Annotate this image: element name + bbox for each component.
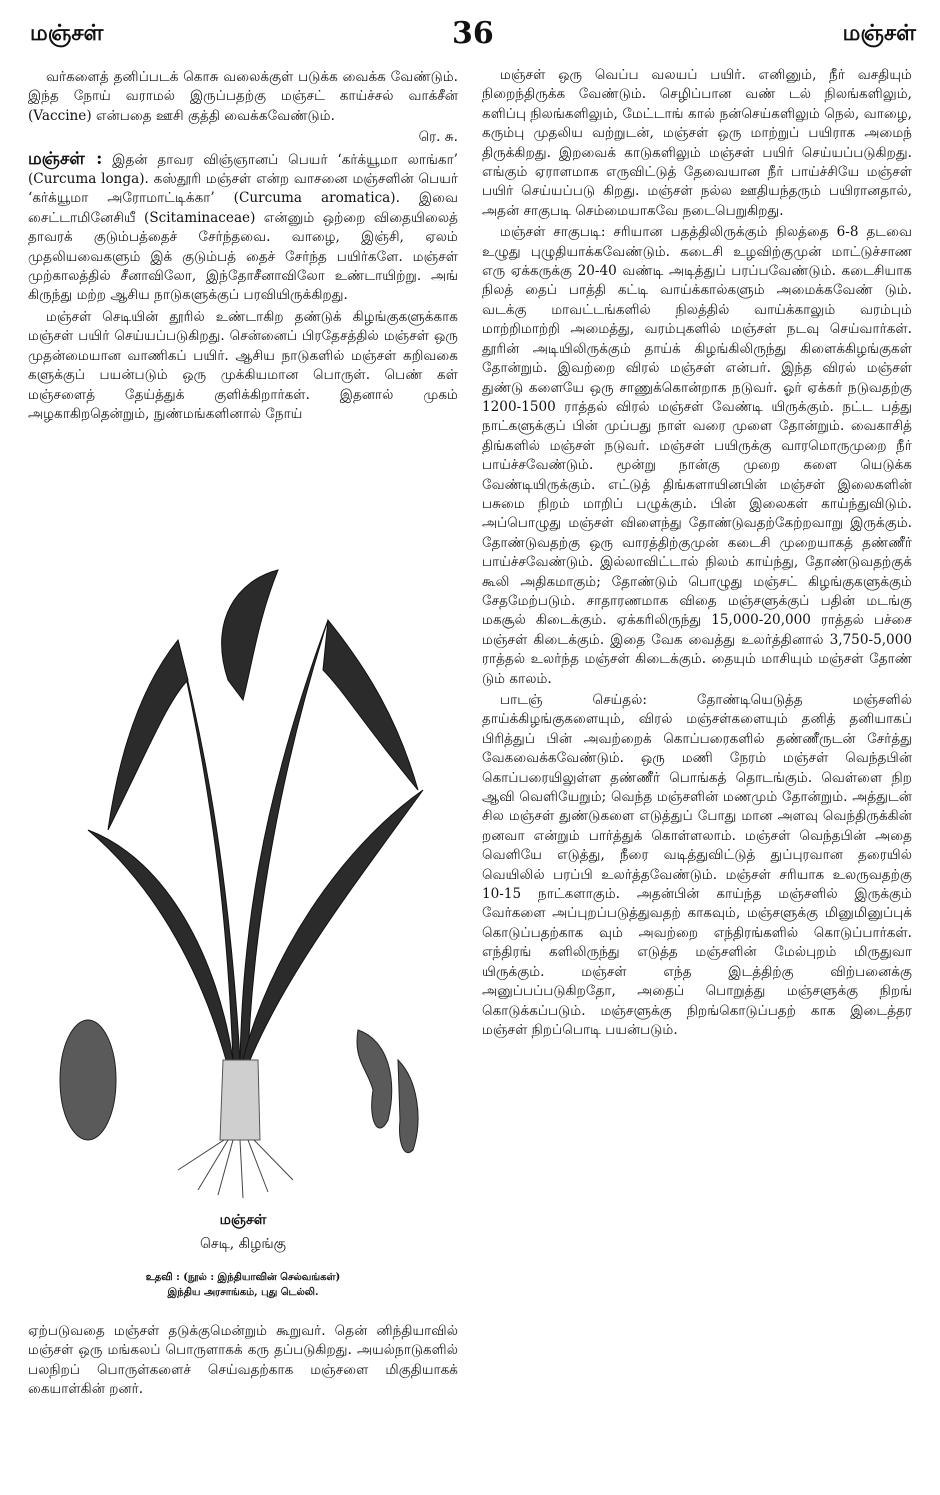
right-column — [482, 66, 912, 1042]
author-signature: ரெ. சு. — [418, 129, 458, 146]
figure-caption-subtitle: செடி, கிழங்கு — [199, 1236, 287, 1252]
left-column — [28, 68, 458, 426]
left-paragraph-1: வர்களைத் தனிப்படக் கொசு வலைக்குள் படுக்க வைக்க வேண்டும். இந்த நோய் வராமல் இருப்பதற்கு மஞ்சட் காய்ச்சல் வாக்சீன் (Vaccine) என்பதை ஊசி குத்தி வைக்கவேண்டும். — [28, 69, 458, 124]
left-bottom-column — [28, 1322, 458, 1400]
figure-credit — [28, 1270, 458, 1300]
page-number: 36 — [452, 16, 494, 51]
running-header-right: மஞ்சள் — [842, 20, 916, 46]
turmeric-illustration — [28, 560, 458, 1200]
entry-paragraph — [28, 150, 458, 306]
right-paragraph-1: மஞ்சள் ஒரு வெப்ப வலயப் பயிர். எனினும், நீர் வசதியும் நிறைந்திருக்க வேண்டும். செழிப்பான வண் டல் நிலங்களிலும், களிப்பு நிலங்களிலும், மேட்டாங் கால் நன்செய்களிலும் நெல், வாழை, கரும்பு முதலிய வற்றுடன், மஞ்சள் ஒரு மாற்றுப் பயிராக அமைந் திருக்கிறது. இறவைக் காடுகளிலும் மஞ்சள் பயிர் செய்யப்படுகிறது. எங்கும் ஏராளமாக எருவிட்டுத் தேவையான நீர் பாய்ச்சியே மஞ்சள் பயிர் செய்யப்படு கிறது. மஞ்சள் நல்ல ஊதியந்தரும் பயிரானதால், அதன் சாகுபடி செம்மையாகவே நடைபெறுகிறது. — [482, 67, 912, 219]
right-paragraph-2: மஞ்சள் சாகுபடி: சரியான பதத்திலிருக்கும் நிலத்தை 6-8 தடவை உழுது புழுதியாக்கவேண்டும். கடைசி உழவிற்குமுன் மாட்டுச்சாண எரு ஏக்கருக்கு 20-40 வண்டி அடித்துப் பரப்பவேண்டும். கடைசியாக நிலத் தைப் பாத்தி கட்டி வாய்க்கால்களும் அமைக்கவேண் டும். வடக்கு மாவட்டங்களில் நிலத்தில் வாய்க்காலும் வரம்பும் மாற்றிமாற்றி அமைத்து, வரம்புகளில் மஞ்சள் நடவு செய்வார்கள். தூரின் அடியிலிருக்கும் தாய்க் கிழங்கிலிருந்து கிளைக்கிழங்குகள் தோன்றும். இவற்றை விரல் மஞ்சள் என்பர். இந்த விரல் மஞ்சள் துண்டு களையே ஒரு சாணுக்கொன்றாக நடுவர். ஓர் ஏக்கர் நடுவதற்கு 1200-1500 ராத்தல் விரல் மஞ்சள் வேண்டி யிருக்கும். நட்ட பத்து நாட்களுக்குப் பின் முப்பது நாள் வரை முளை தோன்றும். வைகாசித் திங்களில் மஞ்சள் நடுவர். மஞ்சள் பயிருக்கு வாரமொருமுறை நீர் பாய்ச்சவேண்டும். மூன்று நான்கு முறை களை யெடுக்க வேண்டியிருக்கும். எட்டுத் திங்களாயினபின் மஞ்சள் இலைகளின் பசுமை நிறம் மாறிப் பழுக்கும். பின் இலைகள் காய்ந்துவிடும். அப்பொழுது மஞ்சள் விளைந்து தோண்டுவதற்கேற்றவாறு இருக்கும். தோண்டுவதற்கு ஒரு வாரத்திற்குமுன் கடைசி முறையாகத் தண்ணீர் பாய்ச்சவேண்டும். இல்லாவிட்டால் நிலம் காய்ந்து, தோண்டுவதற்குக் கூலி அதிகமாகும்; தோண்டும் பொழுது மஞ்சட் கிழங்குகளுக்கும் சேதமேற்படும். சாதாரணமாக விதை மஞ்சளுக்குப் பதின் மடங்கு மகசூல் கிடைக்கும். ஏக்கரிலிருந்து 15,000-20,000 ராத்தல் பச்சை மஞ்சள் கிடைக்கும். இதை வேக வைத்து உலர்த்தினால் 3,750-5,000 ராத்தல் உலர்ந்த மஞ்சள் கிடைக்கும். தையும் மாசியும் மஞ்சள் தோண் டும் காலம். — [482, 224, 912, 687]
entry-text: இதன் தாவர விஞ்ஞானப் பெயர் ‘கர்க்யூமா லாங்கா’ (Curcuma longa). கஸ்தூரி மஞ்சள் என்ற வாசனை மஞ்சளின் பெயர் ‘கர்க்யூமா அரோமாட்டிக்கா’ (Curcuma aromatica). இவை சைட்டாமினேசியீ (Scitaminaceae) என்னும் ஒற்றை விதையிலைத் தாவரக் குடும்பத்தைச் சேர்ந்தவை. வாழை, இஞ்சி, ஏலம் முதலியவைகளும் இக் குடும்பத் தைச் சேர்ந்த பயிர்களே. மஞ்சள் முற்காலத்தில் சீனாவிலோ, இந்தோசீனாவிலோ உண்டாயிற்று. அங் கிருந்து மற்ற ஆசிய நாடுகளுக்குப் பரவியிருக்கிறது. — [28, 151, 458, 304]
entry-title: மஞ்சள் : — [28, 148, 103, 169]
figure-credit-line-1: உதவி : (நூல் : இந்தியாவின் செல்வங்கள்) — [145, 1272, 341, 1283]
running-header-left: மஞ்சள் — [30, 20, 104, 46]
figure-caption-title: மஞ்சள் — [219, 1212, 267, 1228]
right-paragraph-3: பாடஞ் செய்தல்: தோண்டியெடுத்த மஞ்சளில் தாய்க்கிழங்குகளையும், விரல் மஞ்சள்களையும் தனித் தனியாகப் பிரித்துப் பின் அவற்றைக் கொப்பரைகளில் தண்ணீருடன் சேர்த்து வேகவைக்கவேண்டும். ஒரு மணி நேரம் மஞ்சள் வெந்தபின் கொப்பரையிலுள்ள தண்ணீர் பொங்கத் தொடங்கும். வெள்ளை நிற ஆவி வெளியேறும்; வெந்த மஞ்சளின் மணமும் தோன்றும். அத்துடன் சில மஞ்சள் துண்டுகளை எடுத்துப் போது மான அளவு வெந்திருக்கின் றனவா என்றும் பார்த்துக் கொள்ளலாம். மஞ்சள் வெந்தபின் அதை வெளியே எடுத்து, நீரை வடித்துவிட்டுத் துப்புரவான தரையில் வெயிலில் பரப்பி உலர்த்தவேண்டும். மஞ்சள் சரியாக உலருவதற்கு 10-15 நாட்களாகும். அதன்பின் காய்ந்த மஞ்சளில் இருக்கும் வேர்களை அப்புறப்படுத்துவதற் காகவும், மஞ்சளுக்கு மினுமினுப்புக் கொடுப்பதற்காக வும் அவற்றை எந்திரங்களில் கொடுப்பார்கள். எந்திரங் களிலிருந்து எடுத்த மஞ்சளின் மேல்புறம் மிருதுவா யிருக்கும். மஞ்சள் எந்த இடத்திற்கு விற்பனைக்கு அனுப்பப்படுகிறதோ, அதைப் பொறுத்து மஞ்சளுக்கு நிறங் கொடுக்கப்படும். மஞ்சளுக்கு நிறங்கொடுப்பதற் காக இடைத்தர மஞ்சள் நிறப்பொடி பயன்படும். — [482, 692, 912, 1038]
left-bottom-paragraph: ஏற்படுவதை மஞ்சள் தடுக்குமென்றும் கூறுவர். தென் னிந்தியாவில் மஞ்சள் ஒரு மங்கலப் பொருளாகக் கரு தப்படுகிறது. அயல்நாடுகளில் பலநிறப் பொருள்களைச் செய்வதற்காக மஞ்சளை மிகுதியாகக் கையாள்கின் றனர். — [28, 1323, 458, 1398]
left-paragraph-3: மஞ்சள் செடியின் தூரில் உண்டாகிற தண்டுக் கிழங்குகளுக்காக மஞ்சள் பயிர் செய்யப்படுகிறது. சென்னைப் பிரதேசத்தில் மஞ்சள் ஒரு முதன்மையான வாணிகப் பயிர். ஆசிய நாடுகளில் மஞ்சள் கறிவகை களுக்குப் பயன்படும் ஒரு முக்கியமான பொருள். பெண் கள் மஞ்சளைத் தேய்த்துக் குளிக்கிறார்கள். இதனால் முகம் அழகாகிறதென்றும், நுண்மங்களினால் நோய் — [28, 308, 458, 422]
turmeric-plant-drawing — [28, 560, 458, 1200]
figure-credit-line-2: இந்திய அரசாங்கம், புது டெல்லி. — [167, 1287, 319, 1298]
